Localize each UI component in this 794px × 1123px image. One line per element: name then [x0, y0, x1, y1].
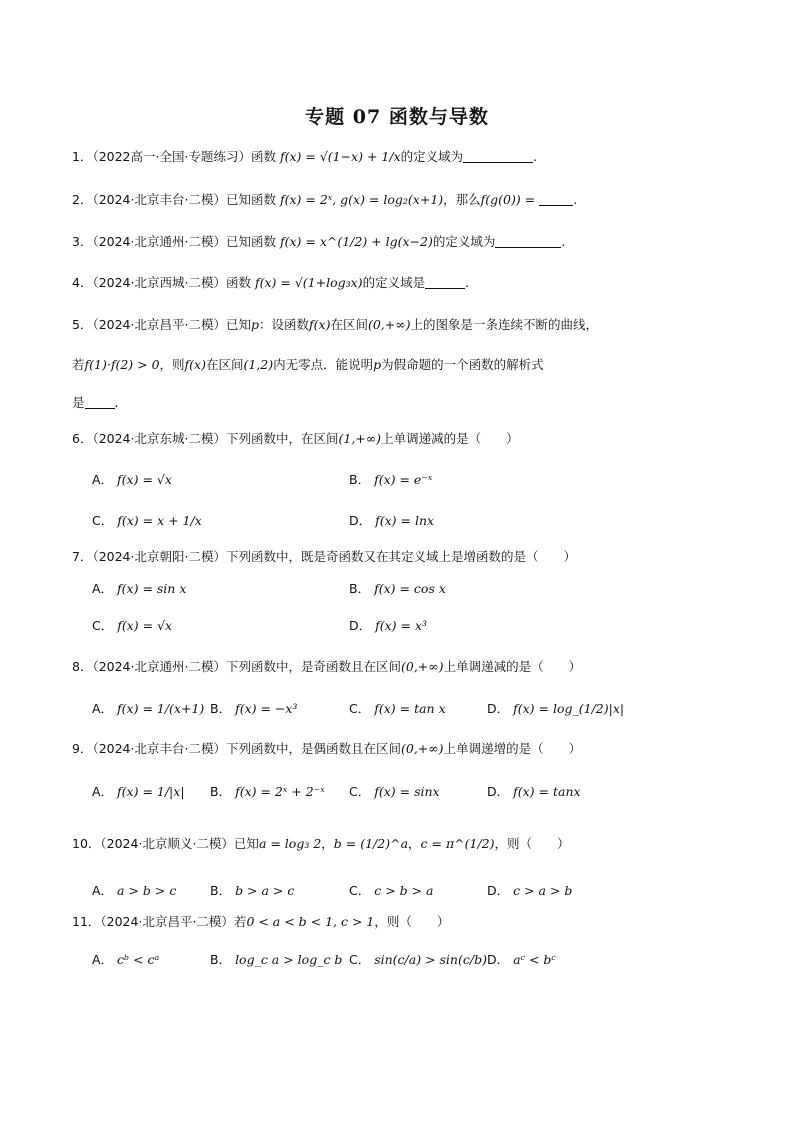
option-b[interactable]: [349, 471, 432, 489]
formula: f(x) = −x³: [235, 701, 298, 716]
option-d[interactable]: [349, 617, 427, 635]
question-text: 已知: [233, 836, 259, 851]
question-8: [72, 658, 581, 676]
formula: f(x) = √x: [117, 472, 172, 487]
option-letter: A．: [92, 581, 114, 596]
question-text: 为假命题的一个函数的解析式: [381, 357, 544, 372]
question-6: [72, 430, 519, 448]
option-letter: C．: [349, 952, 371, 967]
formula: 0 < a < b < 1, c > 1: [246, 914, 375, 929]
formula: f(x) = 2ˣ + 2⁻ˣ: [235, 784, 325, 799]
formula: f(x) = lnx: [375, 513, 435, 528]
question-text: 上单调递减的是（ ）: [381, 431, 519, 446]
formula: f(x) = √(1+log₃x): [254, 275, 363, 290]
question-text: ，那么: [443, 192, 481, 207]
question-text: 已知: [225, 317, 251, 332]
question-text: ，则: [159, 357, 185, 372]
option-a[interactable]: [92, 700, 204, 718]
option-letter: B．: [210, 784, 232, 799]
question-text: 下列函数中，是奇函数且在区间: [225, 659, 401, 674]
question-5-line-3: [72, 394, 119, 412]
question-text: 是: [72, 395, 85, 410]
formula: c = π^(1/2): [420, 836, 495, 851]
formula: cᵇ < cᵃ: [117, 952, 160, 967]
formula: f(1)·f(2) > 0: [84, 357, 160, 372]
option-a[interactable]: [92, 580, 186, 598]
question-text: 在区间: [205, 357, 244, 372]
option-c[interactable]: [349, 951, 487, 969]
question-source: （2024·北京昌平·二模）: [92, 317, 226, 332]
option-d[interactable]: [487, 700, 624, 718]
option-b[interactable]: [210, 882, 294, 900]
question-text: 已知函数: [225, 192, 276, 207]
question-2: [72, 191, 577, 209]
option-b[interactable]: [349, 580, 446, 598]
formula: (1,2): [243, 357, 274, 372]
question-9: [72, 740, 581, 758]
formula: f(x) = tanx: [513, 784, 581, 799]
question-text: 函数: [225, 275, 251, 290]
formula: f(x) = √x: [117, 618, 173, 633]
question-source: （2024·北京丰台·二模）: [92, 741, 226, 756]
formula: f(x) = 2ˣ, g(x) = log₂(x+1): [279, 192, 444, 207]
formula: sin(c/a) > sin(c/b): [374, 952, 487, 967]
question-10: 10．（2024·北京顺义·二模）已知a = log₃ 2，b = (1/2)^a，c = π^(1/2)，则（ ）: [72, 836, 570, 851]
option-b[interactable]: [210, 700, 297, 718]
option-d[interactable]: [487, 783, 581, 801]
formula: f(x) = sin x: [117, 581, 187, 596]
question-number: 5．: [72, 317, 93, 332]
question-text: 上的图象是一条连续不断的曲线，: [410, 317, 599, 332]
question-source: （2024·北京通州·二模）: [92, 234, 226, 249]
question-text: 在区间: [330, 317, 368, 332]
answer-blank[interactable]: [495, 235, 561, 248]
question-text: 的定义域为: [400, 149, 464, 164]
option-letter: A．: [92, 952, 114, 967]
option-letter: B．: [210, 701, 232, 716]
question-5-line-2: [72, 356, 544, 374]
question-text: ：设函数: [259, 317, 310, 332]
formula: c > a > b: [513, 883, 573, 898]
option-b[interactable]: [210, 783, 325, 801]
formula: b > a > c: [235, 883, 295, 898]
option-letter: A．: [92, 883, 114, 898]
question-text: 若: [72, 357, 85, 372]
question-3: [72, 233, 565, 251]
option-letter: A．: [92, 472, 114, 487]
formula: log_c a > log_c b: [235, 952, 343, 967]
question-source: （2022高一·全国·专题练习）: [92, 149, 251, 164]
option-c[interactable]: [349, 700, 446, 718]
formula: c > b > a: [374, 883, 434, 898]
option-letter: D．: [487, 883, 510, 898]
question-text: .: [114, 395, 119, 410]
option-letter: A．: [92, 784, 114, 799]
option-a[interactable]: [92, 783, 185, 801]
formula: f(x): [184, 357, 206, 372]
option-a[interactable]: [92, 951, 159, 969]
question-number: 10．: [72, 836, 101, 851]
option-d[interactable]: [349, 512, 434, 530]
question-number: 6．: [72, 431, 93, 446]
question-number: 8．: [72, 659, 93, 674]
option-d[interactable]: [487, 951, 556, 969]
formula: f(x) = √(1−x) + 1/x: [279, 149, 401, 164]
option-letter: B．: [210, 952, 232, 967]
question-number: 9．: [72, 741, 93, 756]
option-letter: C．: [349, 883, 371, 898]
formula: f(x) = x^(1/2) + lg(x−2): [279, 234, 433, 249]
formula: f(x): [309, 317, 331, 332]
question-text: 若: [233, 914, 247, 929]
answer-blank[interactable]: [539, 193, 573, 206]
formula: (0,+∞): [400, 741, 444, 756]
option-a[interactable]: [92, 882, 176, 900]
formula: p: [250, 317, 259, 332]
question-source: （2024·北京丰台·二模）: [92, 192, 226, 207]
answer-blank[interactable]: [425, 276, 465, 289]
option-a[interactable]: [92, 471, 172, 489]
formula: f(x) = x + 1/x: [117, 513, 202, 528]
formula: f(x) = log_(1/2)|x|: [513, 701, 625, 716]
formula: f(x) = 1/|x|: [117, 784, 185, 799]
page-title: 专题 07 函数与导数: [305, 106, 489, 128]
formula: (1,+∞): [338, 431, 382, 446]
question-text: ，则（ ）: [374, 914, 450, 929]
option-letter: C．: [349, 784, 371, 799]
option-c[interactable]: [349, 882, 434, 900]
formula: a = log₃ 2: [258, 836, 322, 851]
option-b[interactable]: [210, 951, 342, 969]
question-source: （2024·北京朝阳·二模）: [92, 549, 226, 564]
option-c[interactable]: [92, 512, 202, 530]
question-number: 2．: [72, 192, 93, 207]
question-text: 上单调递增的是（ ）: [443, 741, 582, 756]
question-number: 4．: [72, 275, 93, 290]
formula: f(x) = e⁻ˣ: [374, 472, 433, 487]
formula: f(x) = sinx: [374, 784, 440, 799]
question-text: 下列函数中，既是奇函数又在其定义域上是增函数的是（ ）: [225, 549, 576, 564]
question-source: （2024·北京顺义·二模）: [100, 836, 234, 851]
formula: f(x) = x³: [375, 618, 428, 633]
question-text: ，则（ ）: [494, 836, 570, 851]
formula: (0,+∞): [400, 659, 444, 674]
question-source: （2024·北京昌平·二模）: [100, 914, 234, 929]
option-letter: C．: [92, 513, 114, 528]
formula: aᶜ < bᶜ: [513, 952, 556, 967]
formula: p: [373, 357, 382, 372]
option-c[interactable]: [92, 617, 172, 635]
question-number: 7．: [72, 549, 93, 564]
option-d[interactable]: [487, 882, 572, 900]
formula: f(g(0)) =: [480, 192, 536, 207]
question-5: [72, 316, 598, 334]
option-letter: D．: [487, 952, 510, 967]
question-text: .: [561, 234, 566, 249]
question-text: .: [465, 275, 470, 290]
formula: b = (1/2)^a: [333, 836, 409, 851]
question-text: .: [573, 192, 578, 207]
question-7: [72, 548, 576, 566]
question-1: [72, 148, 537, 166]
question-4: [72, 274, 469, 292]
option-letter: A．: [92, 701, 114, 716]
question-text: 已知函数: [225, 234, 276, 249]
formula: f(x) = 1/(x+1): [117, 701, 205, 716]
option-letter: B．: [210, 883, 232, 898]
question-text: .: [533, 149, 538, 164]
question-number: 3．: [72, 234, 93, 249]
answer-blank[interactable]: [463, 150, 533, 163]
formula: f(x) = cos x: [374, 581, 446, 596]
option-letter: D．: [349, 513, 372, 528]
question-text: 的定义域是: [362, 275, 426, 290]
option-c[interactable]: [349, 783, 440, 801]
formula: f(x) = tan x: [374, 701, 446, 716]
option-letter: D．: [349, 618, 372, 633]
question-source: （2024·北京东城·二模）: [92, 431, 226, 446]
option-letter: B．: [349, 472, 371, 487]
question-number: 1．: [72, 149, 93, 164]
question-text: 内无零点．能说明: [273, 357, 374, 372]
formula: a > b > c: [117, 883, 177, 898]
answer-blank[interactable]: [85, 396, 115, 409]
option-letter: B．: [349, 581, 371, 596]
option-letter: C．: [349, 701, 371, 716]
formula: (0,+∞): [367, 317, 411, 332]
question-source: （2024·北京西城·二模）: [92, 275, 226, 290]
option-letter: C．: [92, 618, 114, 633]
question-source: （2024·北京通州·二模）: [92, 659, 226, 674]
question-text: 上单调递减的是（ ）: [443, 659, 582, 674]
question-text: 下列函数中，是偶函数且在区间: [225, 741, 401, 756]
option-letter: D．: [487, 784, 510, 799]
question-text: 的定义域为: [432, 234, 496, 249]
option-letter: D．: [487, 701, 510, 716]
question-11: [72, 913, 449, 931]
question-text: 函数: [250, 149, 276, 164]
question-text: 下列函数中，在区间: [225, 431, 339, 446]
question-number: 11．: [72, 914, 101, 929]
